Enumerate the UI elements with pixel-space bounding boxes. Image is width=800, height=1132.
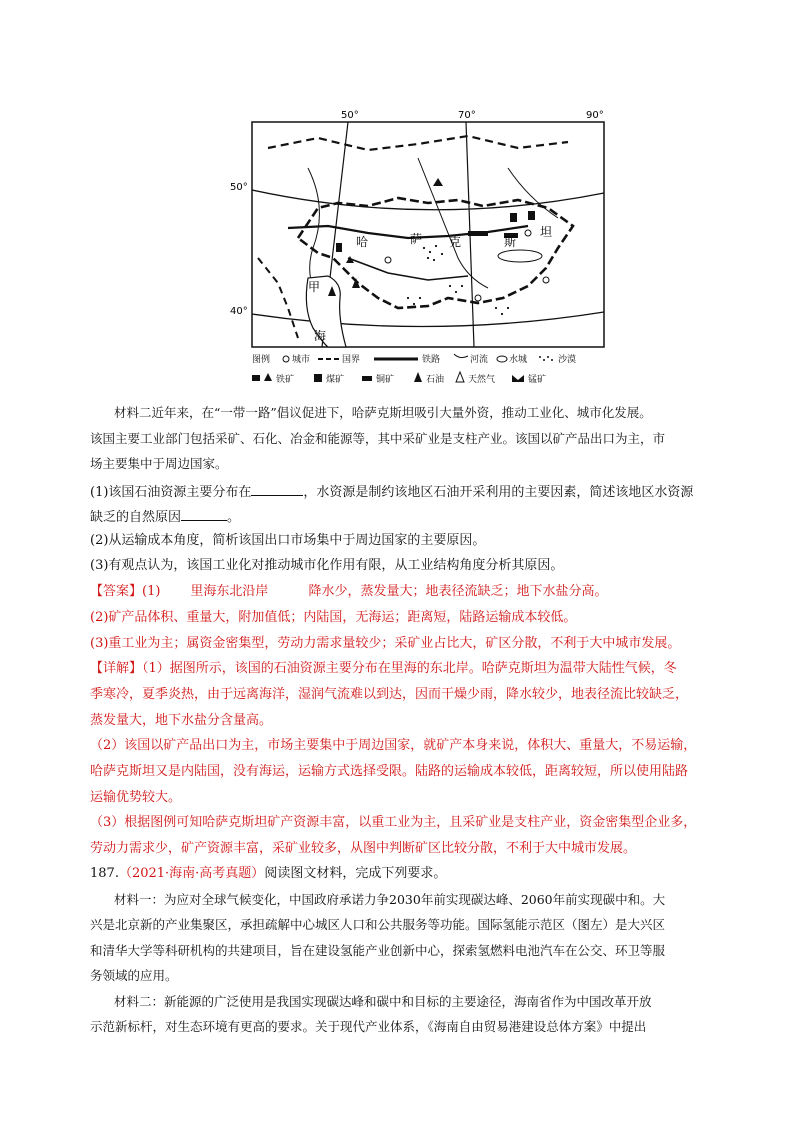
question-1-part-a: (1)该国石油资源主要分布在 — [90, 485, 252, 500]
material-b-line-2: 兴是北京新的产业集聚区，承担疏解中心城区人口和公共服务等功能。国际氢能示范区（图左）是大兴区 — [90, 917, 666, 932]
question-instruction: 阅读图文材料，完成下列要求。 — [264, 866, 447, 881]
answer-blank-1[interactable] — [251, 482, 303, 496]
answer-1a: 里海东北沿岸 — [190, 584, 269, 599]
question-3: (3)有观点认为，该国工业化对推动城市化作用有限，从工业结构角度分析其原因。 — [90, 558, 564, 573]
lon-label-70: 70° — [458, 110, 476, 121]
question-187-header — [90, 866, 446, 882]
legend-water: 水城 — [509, 355, 528, 365]
legend-iron: 铁矿 — [276, 375, 295, 385]
lon-label-50: 50° — [341, 110, 359, 121]
answer-line-1 — [90, 584, 607, 600]
legend-oil: 石油 — [426, 375, 445, 385]
legend-railway: 铁路 — [422, 355, 441, 365]
legend-coal: 煤矿 — [326, 375, 345, 385]
map-legend-minerals — [252, 372, 546, 385]
question-2: (2)从运输成本角度，简析该国出口市场集中于周边国家的主要原因。 — [90, 533, 486, 548]
question-1-part-b: ，水资源是制约该地区石油开采利用的主要因素，简述该地区水资源 — [303, 485, 694, 500]
place-label-sa: 萨 — [410, 232, 423, 246]
legend-border: 国界 — [342, 355, 361, 365]
lat-label-50: 50° — [230, 182, 248, 193]
lon-label-90: 90° — [586, 110, 604, 121]
detail-line-7: （3）根据图例可知哈萨克斯坦矿产资源丰富，以重工业为主，且采矿业是支柱产业，资金密集型企业多， — [90, 815, 697, 830]
legend-desert: 沙漠 — [558, 355, 577, 365]
question-source: （2021·海南·高考真题） — [118, 866, 265, 881]
legend-river: 河流 — [470, 355, 489, 365]
legend-manganese: 锰矿 — [528, 375, 547, 385]
place-label-jia: 甲 — [308, 280, 321, 294]
question-1-cont — [90, 507, 240, 526]
answer-label: 【答案】(1) — [90, 584, 161, 599]
material2-line-3: 场主要集中于周边国家。 — [90, 456, 228, 471]
legend-title: 图例 — [252, 355, 271, 365]
material-b-line-3: 和清华大学等科研机构的共建项目，旨在建设氢能产业创新中心，探索氢燃料电池汽车在公交、环卫等服 — [90, 943, 666, 958]
question-1 — [90, 482, 693, 501]
legend-city: 城市 — [292, 355, 311, 365]
lat-label-40: 40° — [230, 306, 248, 317]
place-label-ke: 克 — [449, 235, 462, 249]
place-label-hai: 海 — [314, 329, 327, 343]
material-b-line-4: 务领域的应用。 — [90, 968, 178, 983]
place-label-tan: 坦 — [540, 225, 553, 239]
answer-blank-2[interactable] — [181, 507, 227, 521]
detail-line-6: 运输优势较大。 — [90, 790, 182, 805]
detail-line-1: 【详解】（1）据图所示，该国的石油资源主要分布在里海的东北岸。哈萨克斯坦为温带大陆性气候，冬 — [90, 661, 677, 676]
material-b-line-5: 材料二：新能源的广泛使用是我国实现碳达峰和碳中和目标的主要途径，海南省作为中国改革开放 — [114, 994, 652, 1009]
detail-line-5: 哈萨克斯坦又是内陆国，没有海运，运输方式选择受限。陆路的运输成本较低，距离较短，所以使用陆路 — [90, 764, 689, 779]
question-number: 187. — [90, 866, 119, 881]
material2-line-2: 该国主要工业部门包括采矿、石化、冶金和能源等，其中采矿业是支柱产业。该国以矿产品出口为主，市 — [90, 431, 666, 446]
detail-line-8: 劳动力需求少，矿产资源丰富，采矿业较多，从图中判断矿区比较分散，不利于大中城市发展。 — [90, 841, 637, 856]
legend-gas: 天然气 — [468, 375, 496, 385]
legend-copper: 铜矿 — [376, 375, 395, 385]
question-1-part-d: 。 — [227, 510, 241, 525]
detail-line-3: 蒸发量大，地下水盐分含量高。 — [90, 713, 273, 728]
answer-2: (2)矿产品体积、重量大，附加值低；内陆国，无海运；距离短，陆路运输成本较低。 — [90, 610, 577, 625]
material-b-line-1: 材料一：为应对全球气候变化，中国政府承诺力争2030年前实现碳达峰、2060年前实现碳中和。大 — [114, 892, 666, 907]
answer-1b: 降水少，蒸发量大；地表径流缺乏；地下水盐分高。 — [308, 584, 608, 599]
detail-line-2: 季寒冷，夏季炎热，由于远离海洋，湿润气流难以到达，因而干燥少雨，降水较少，地表径流比较缺乏， — [90, 687, 689, 702]
detail-line-4: （2）该国以矿产品出口为主，市场主要集中于周边国家，就矿产本身来说，体积大、重量大，不易运输， — [90, 738, 697, 753]
place-label-ha: 哈 — [356, 235, 369, 249]
place-label-si: 斯 — [504, 235, 517, 249]
lake-balkhash — [498, 250, 542, 262]
answer-3: (3)重工业为主；属资金密集型，劳动力需求量较少；采矿业占比大，矿区分散，不利于大中城市发展。 — [90, 636, 681, 651]
kazakhstan-map — [228, 108, 608, 398]
material2-line-1: 材料二近年来，在“一带一路”倡议促进下，哈萨克斯坦吸引大量外资，推动工业化、城市化发展。 — [114, 405, 652, 420]
material-b-line-6: 示范新标杆，对生态环境有更高的要求。关于现代产业体系，《海南自由贸易港建设总体方案》中提出 — [90, 1019, 647, 1034]
question-1-part-c: 缺乏的自然原因 — [90, 510, 182, 525]
map-legend — [252, 353, 576, 365]
